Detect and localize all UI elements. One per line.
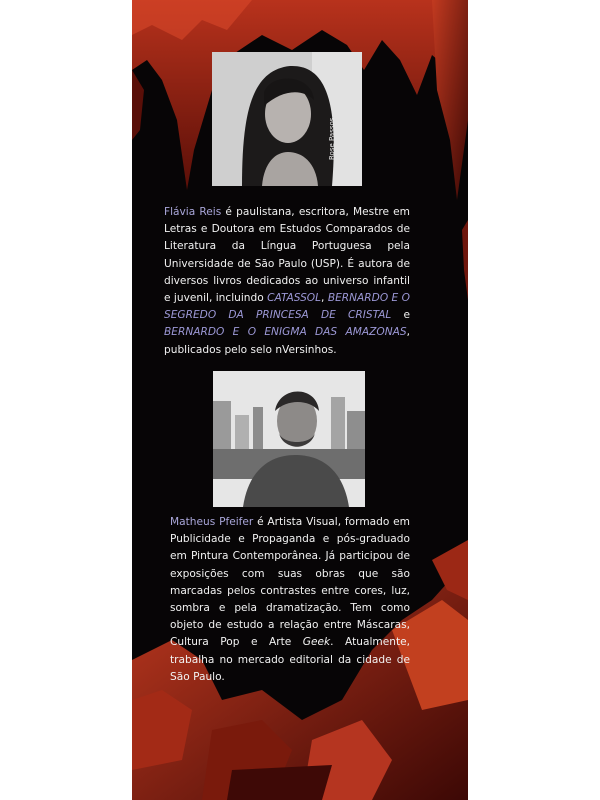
book-title-3: BERNARDO E O ENIGMA DAS AMAZONAS: [164, 326, 407, 339]
bio-separator-1: ,: [321, 292, 328, 305]
author2-name: Matheus Pfeifer: [170, 516, 254, 528]
author1-bio-ending: , publicados pelo selo nVersinhos.: [164, 326, 410, 356]
author1-photo: [212, 52, 362, 186]
geek-word: Geek: [302, 636, 331, 649]
back-flap-panel: [132, 0, 468, 800]
author1-bio: [164, 204, 410, 359]
book-title-2: BERNARDO E O SEGREDO DA PRINCESA DE CRISTAL: [164, 292, 410, 322]
author2-photo: [213, 371, 365, 507]
bio-separator-2: e: [391, 309, 410, 322]
photo-credit: Rose Passos: [328, 117, 336, 160]
author1-bio-text: é paulistana, escritora, Mestre em Letras e Doutora em Estudos Comparados de Literatura da Língua Portuguesa pela Universidade de São Paulo (USP). É autora de diversos livros dedicados ao universo infantil e juvenil, incluindo: [164, 206, 410, 305]
author2-bio-text: é Artista Visual, formado em Publicidade e Propaganda e pós-graduado em Pintura Contemporânea. Já participou de exposições com suas obras que são marcadas pelos contrastes entre cores, luz, sombra e pela dramatização. Tem como objeto de estudo a relação entre Máscaras, Cultura Pop e Arte: [170, 516, 410, 649]
man-portrait-image: [213, 371, 365, 507]
woman-portrait-image: [212, 52, 362, 186]
author2-bio-ending: . Atualmente, trabalha no mercado editorial da cidade de São Paulo.: [170, 636, 410, 683]
book-title-1: CATASSOL: [267, 292, 322, 305]
author2-bio: [170, 514, 410, 686]
author1-name: Flávia Reis: [164, 206, 222, 218]
